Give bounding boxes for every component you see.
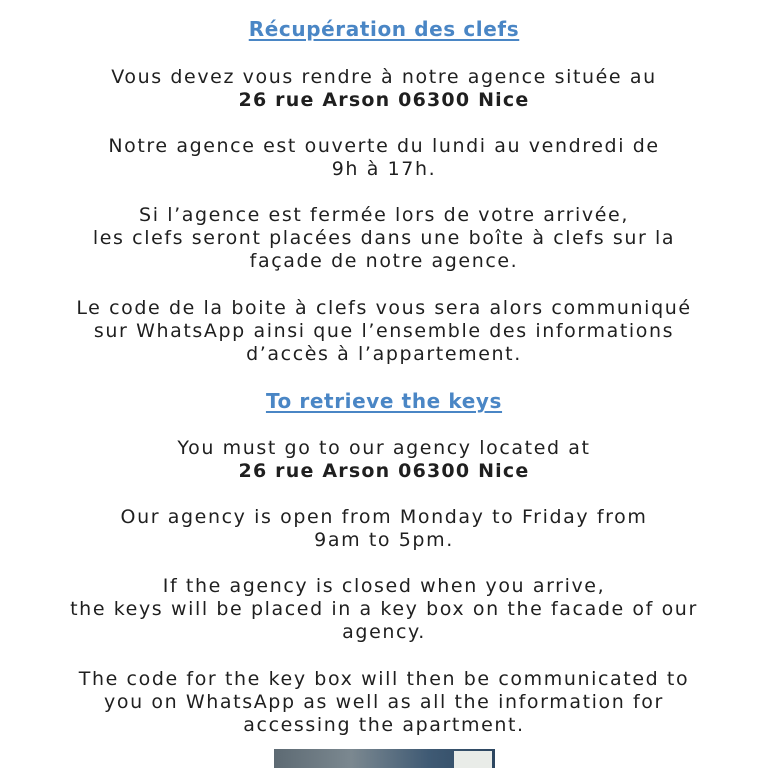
english-code-paragraph [0, 668, 768, 737]
english-closed-line: agency. [342, 621, 426, 643]
french-address-paragraph [0, 66, 768, 112]
english-closed-paragraph [0, 575, 768, 644]
english-closed-line: the keys will be placed in a key box on the facade of our [70, 598, 698, 620]
french-hours-line: 9h à 17h. [331, 158, 437, 180]
english-heading-text: To retrieve the keys [265, 389, 503, 413]
french-code-paragraph [0, 297, 768, 366]
french-hours-paragraph [0, 135, 768, 181]
english-hours-line: Our agency is open from Monday to Friday from [120, 506, 648, 528]
french-address: 26 rue Arson 06300 Nice [238, 89, 530, 111]
english-closed-line: If the agency is closed when you arrive, [162, 575, 606, 597]
french-address-intro: Vous devez vous rendre à notre agence située au [111, 66, 657, 88]
english-code-line: you on WhatsApp as well as all the information for [104, 691, 664, 713]
english-address: 26 rue Arson 06300 Nice [238, 460, 530, 482]
storefront-sign [454, 751, 492, 768]
french-closed-line: façade de notre agence. [249, 250, 519, 272]
french-code-line: Le code de la boite à clefs vous sera alors communiqué [76, 297, 692, 319]
french-heading-text: Récupération des clefs [248, 17, 520, 41]
english-address-paragraph [0, 437, 768, 483]
english-hours-paragraph [0, 506, 768, 552]
english-hours-line: 9am to 5pm. [314, 529, 454, 551]
english-code-line: accessing the apartment. [243, 714, 525, 736]
agency-storefront-photo [274, 749, 495, 768]
french-hours-line: Notre agence est ouverte du lundi au vendredi de [108, 135, 660, 157]
french-closed-paragraph [0, 204, 768, 273]
french-closed-line: les clefs seront placées dans une boîte à clefs sur la [92, 227, 676, 249]
english-code-line: The code for the key box will then be communicated to [78, 668, 690, 690]
english-section-heading [0, 389, 768, 413]
french-code-line: d’accès à l’appartement. [246, 343, 522, 365]
french-closed-line: Si l’agence est fermée lors de votre arrivée, [139, 204, 629, 226]
english-address-intro: You must go to our agency located at [177, 437, 591, 459]
french-section-heading [0, 17, 768, 41]
french-code-line: sur WhatsApp ainsi que l’ensemble des informations [93, 320, 675, 342]
